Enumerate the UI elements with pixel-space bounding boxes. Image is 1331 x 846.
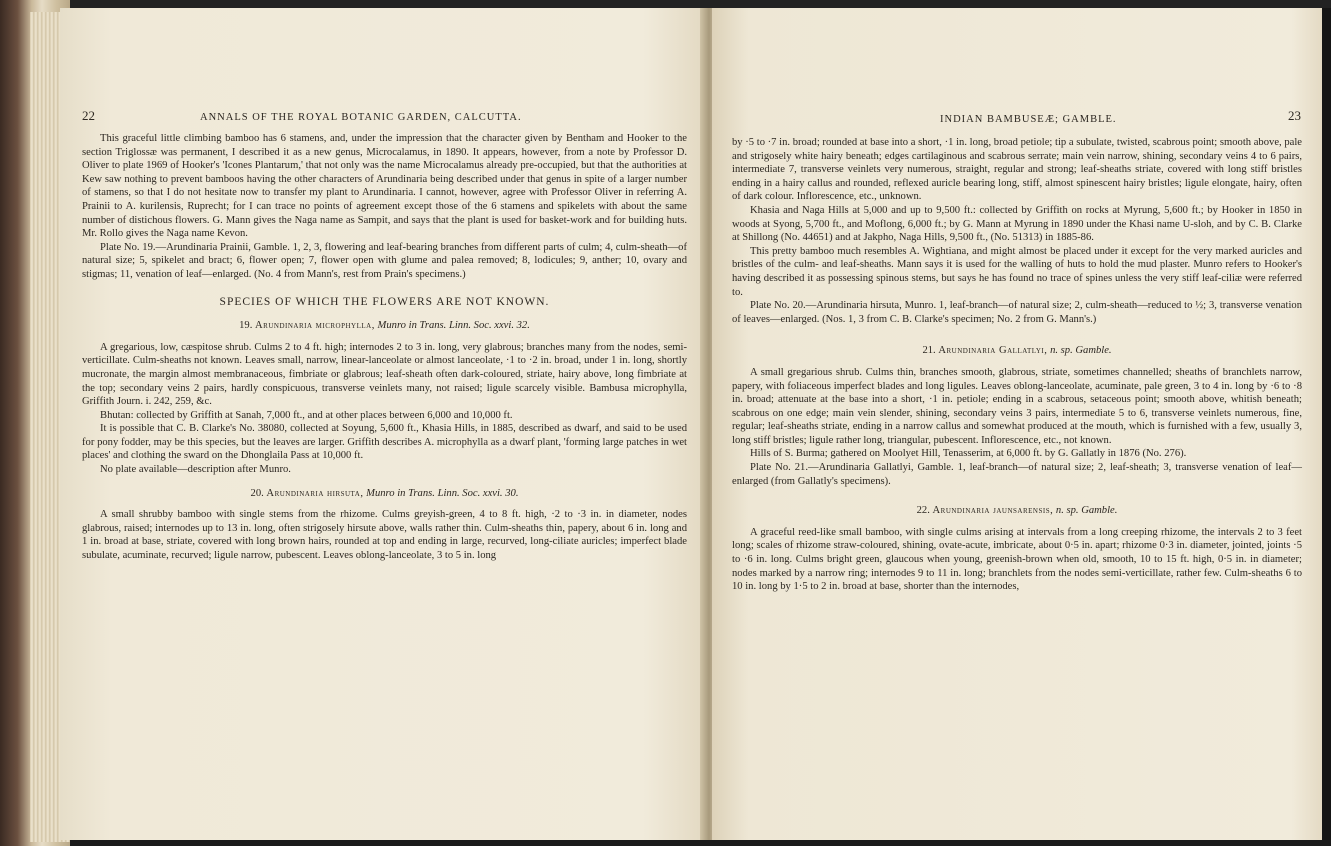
species-20-number: 20. [250,487,264,499]
right-background-edge [1322,8,1331,840]
species-21-heading [732,344,1302,358]
species-22-number: 22. [916,505,930,517]
plate-19-caption: Plate No. 19.—Arundinaria Prainii, Gamble. 1, 2, 3, flowering and leaf-bearing branches from different parts of culm; 4, culm-sheath—of natural size; 5, spikelet and bract; 6, flower open; 7, flower open with glume and palea removed; 8, lodicules; 9, anther; 10, ovary and stigmas; 11, venation of leaf—enlarged. (No. 4 from Mann's, rest from Prain's specimens.) [82,241,687,280]
species-19-name: Arundinaria microphylla, [255,320,375,332]
species-21-locality: Hills of S. Burma; gathered on Moolyet Hill, Tenasserim, at 6,000 ft. by G. Gallatly in 1876 (No. 276). [750,448,1187,460]
species-19-locality: Bhutan: collected by Griffith at Sanah, 7,000 ft., and at other places between 6,000 and 10,000 ft. [100,409,513,421]
species-20-reference: Munro in Trans. Linn. Soc. xxvi. 30. [366,487,519,499]
species-19-plate-note: No plate available—description after Munro. [100,464,291,476]
plate-21-caption: Plate No. 21.—Arundinaria Gallatlyi, Gamble. 1, leaf-branch—of natural size; 2, leaf-sheath; 3, transverse venation of leaf—enlarged (from Gallatly's specimens). [732,462,1302,487]
species-22-reference: n. sp. Gamble. [1055,505,1118,517]
species-22-name: Arundinaria jaunsarensis, [932,505,1054,517]
khasia-locality: Khasia and Naga Hills at 5,000 and up to 9,500 ft.: collected by Griffith on rocks at Myrung, 5,600 ft.; by Hooker in 1850 in woods at Syong, 5,700 ft., and Moflong, 6,000 ft.; by G. Mann at Myrung in 1890 under the Khasi name U-sloh, and by C. B. Clarke at Shillong (No. 44651) and at Jakpho, Naga Hills, 9,500 ft., (No. 51313) in 1885-86. [732,204,1302,244]
page-number-left: 22 [82,108,95,123]
species-21-description: A small gregarious shrub. Culms thin, branches smooth, glabrous, striate, sometimes channelled; sheaths of branchlets narrow, papery, with foliaceous imperfect blades and long ligules. Leaves oblong-lanceolate, acuminate, pale green, 3 to 4 in. long by ·6 to ·8 in. broad; attenuate at the base into a short, ·1 in. petiole; ending in a scabrous, setaceous point; smooth above, whitish beneath; scabrous on one edge; main vein slender, shining, secondary veins 3 pairs, intermediate 5 to 6, transverse veinlets numerous, fine, regular; leaf-sheaths striate, ending in a narrow callus and somewhat produced at the mouth, which is furnished with a few, usually 3, long stiff bristles; ligule rather long, triangular, pubescent. Inflorescence, etc., not known. [732,366,1302,446]
species-21-name: Arundinaria Gallatlyi, [938,345,1048,357]
species-19-reference: Munro in Trans. Linn. Soc. xxvi. 32. [377,320,530,332]
species-19-heading [82,319,687,333]
species-19-number: 19. [239,320,253,332]
species-20-heading [82,487,687,501]
continued-description: by ·5 to ·7 in. broad; rounded at base into a short, ·1 in. long, broad petiole; tip a subulate, twisted, scabrous point; smooth above, pale and strigosely white hairy beneath; edges cartilaginous and scabrous serrate; main vein narrow, shining, secondary veins 4 to 6 pairs, intermediate 7, transverse veinlets very numerous, straight, regular and strong; leaf-sheaths striate, covered with long stiff bristles ending in a hairy callus and rounded, reflexed auricle bearing long, stiff, almost spinescent hairy bristles; ligule elongate, hairy, often of dark colour. Inflorescence, etc., unknown. [732,137,1302,203]
species-19-description: A gregarious, low, cæspitose shrub. Culms 2 to 4 ft. high; internodes 2 to 3 in. long, very glabrous; branches many from the nodes, semi-verticillate. Culm-sheaths not known. Leaves small, narrow, linear-lanceolate or almost lanceolate, ·1 to ·2 in. broad, under 1 in. long, shortly mucronate, the margin almost membranaceous, fimbriate or glabrous; leaf-sheath often dark-coloured, striate, hairy above, long fimbriate at the top; secondary veins 2 pairs, hardly conspicuous, transverse veinlets many, not raised; ligule scarcely visible. Bambusa microphylla, Griffith Journ. i. 242, 259, &c. [82,341,687,408]
species-21-number: 21. [922,345,936,357]
species-22-description: A graceful reed-like small bamboo, with single culms arising at intervals from a long creeping rhizome, the intervals 2 to 3 feet long; scales of rhizome straw-coloured, shining, ovate-acute, imbricate, about 0·5 in. apart; rhizome 0·3 in. diameter, jointed, joints ·5 to ·6 in. long. Culms bright green, glaucous when young, greenish-brown when old, smooth, 10 to 15 ft. high, 0·5 in. in diameter; nodes marked by a narrow ring; internodes 9 to 11 in. long; branchlets from the nodes semi-verticillate, rather few. Culm-sheaths 6 to 10 in. long by 1·5 to 2 in. broad at base, shorter than the internodes, [732,526,1302,593]
left-text-block [82,132,687,563]
section-heading: SPECIES OF WHICH THE FLOWERS ARE NOT KNOWN. [219,295,550,308]
left-page [60,8,708,840]
running-head-right: INDIAN BAMBUSEÆ; GAMBLE. [940,114,1117,125]
species-19-note: It is possible that C. B. Clarke's No. 38080, collected at Soyung, 5,600 ft., Khasia Hills, in 1885, described as dwarf, and said to be used for pony fodder, may be this species, but the leaves are larger. Griffith describes A. microphylla as a dwarf plant, 'forming large patches in wet places' and clothing the sward on the Dhonglaila Pass at 10,000 ft. [82,423,687,462]
intro-paragraph: This graceful little climbing bamboo has 6 stamens, and, under the impression that the character given by Bentham and Hooker to the section Triglossæ was permanent, I described it as a new genus, Microcalamus, in 1890. It appears, however, from a note by Professor D. Oliver to plate 1969 of Hooker's 'Icones Plantarum,' that not only was the name Microcalamus already pre-occupied, but that the authorities at Kew saw nothing to prevent bamboos having the other characters of Arundinaria being described under that genus in spite of a larger number of stamens, so that I do not hesitate now to transfer my plant to Arundinaria. I cannot, however, agree with Professor Oliver in referring A. Prainii to A. kurilensis, Ruprecht; for I can trace no points of agreement except those of the 6 stamens and spikelets with about the same number of distichous flowers. G. Mann gives the Naga name as Sampit, and says that the plant is used for basket-work and for building huts. Mr. Rollo gives the Naga name Kevon. [82,133,687,240]
running-head-left: ANNALS OF THE ROYAL BOTANIC GARDEN, CALCUTTA. [200,112,522,123]
species-21-reference: n. sp. Gamble. [1050,345,1112,357]
species-20-name: Arundinaria hirsuta, [266,487,364,499]
pretty-bamboo-note: This pretty bamboo much resembles A. Wightiana, and might almost be placed under it except for the very marked auricles and bristles of the culm- and leaf-sheaths. Mann says it is used for the walling of huts to hold the mud plaster. Munro refers to Hooker's having described it as possessing spinous stems, but says he has found no trace of spines unless the very stiff leaf-ciliæ were referred to. [732,245,1302,298]
species-20-description: A small shrubby bamboo with single stems from the rhizome. Culms greyish-green, 4 to 8 ft. high, ·2 to ·3 in. in diameter, nodes glabrous, raised; internodes up to 13 in. long, often strigosely hirsute above, walls rather thin. Culm-sheaths thin, papery, about 6 in. long and 1 in. broad at base, striate, covered with long brown hairs, rounded at top and ending in large, recurved, long-ciliate auricles; imperfect blade subulate, acuminate, recurved; ligule narrow, pubescent. Leaves oblong-lanceolate, 3 to 5 in. long [82,509,687,562]
species-22-heading [732,504,1302,518]
plate-20-caption: Plate No. 20.—Arundinaria hirsuta, Munro. 1, leaf-branch—of natural size; 2, culm-sheath—reduced to ½; 3, transverse venation of leaves—enlarged. (Nos. 1, 3 from C. B. Clarke's specimen; No. 2 from G. Mann's.) [732,300,1302,325]
page-number-right: 23 [1288,108,1301,123]
right-page [712,8,1322,840]
right-text-block [732,136,1302,594]
